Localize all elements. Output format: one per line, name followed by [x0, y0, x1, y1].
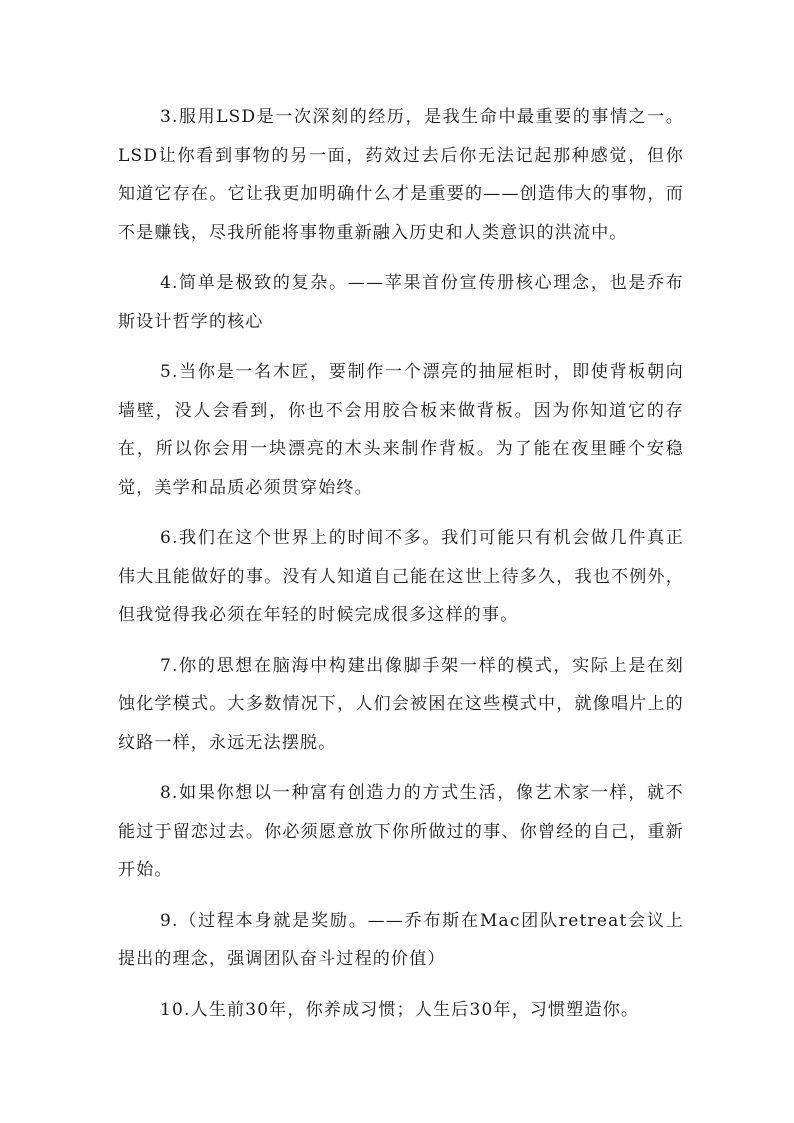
quote-paragraph-9: 9.（过程本身就是奖励。——乔布斯在Mac团队retreat会议上提出的理念，强调团队奋斗过程的价值） [118, 910, 684, 969]
quote-paragraph-10: 10.人生前30年，你养成习惯；人生后30年，习惯塑造你。 [160, 999, 640, 1020]
quote-paragraph-3: 3.服用LSD是一次深刻的经历，是我生命中最重要的事情之一。LSD让你看到事物的另一面，药效过去后你无法记起那种感觉，但你知道它存在。它让我更加明确什么才是重要的——创造伟大的事物，而不是赚钱，尽我所能将事物重新融入历史和人类意识的洪流中。 [118, 107, 684, 243]
quote-paragraph-6: 6.我们在这个世界上的时间不多。我们可能只有机会做几件真正伟大且能做好的事。没有人知道自己能在这世上待多久，我也不例外，但我觉得我必须在年轻的时候完成很多这样的事。 [118, 528, 684, 625]
quote-paragraph-4: 4.简单是极致的复杂。——苹果首份宣传册核心理念，也是乔布斯设计哲学的核心 [118, 273, 684, 332]
quote-paragraph-8: 8.如果你想以一种富有创造力的方式生活，像艺术家一样，就不能过于留恋过去。你必须愿意放下你所做过的事、你曾经的自己，重新开始。 [118, 783, 684, 880]
document-body [118, 98, 684, 1041]
quote-paragraph-7: 7.你的思想在脑海中构建出像脚手架一样的模式，实际上是在刻蚀化学模式。大多数情况下，人们会被困在这些模式中，就像唱片上的纹路一样，永远无法摆脱。 [118, 655, 684, 753]
quote-paragraph-5: 5.当你是一名木匠，要制作一个漂亮的抽屉柜时，即使背板朝向墙壁，没人会看到，你也不会用胶合板来做背板。因为你知道它的存在，所以你会用一块漂亮的木头来制作背板。为了能在夜里睡个安稳觉，美学和品质必须贯穿始终。 [118, 362, 684, 498]
